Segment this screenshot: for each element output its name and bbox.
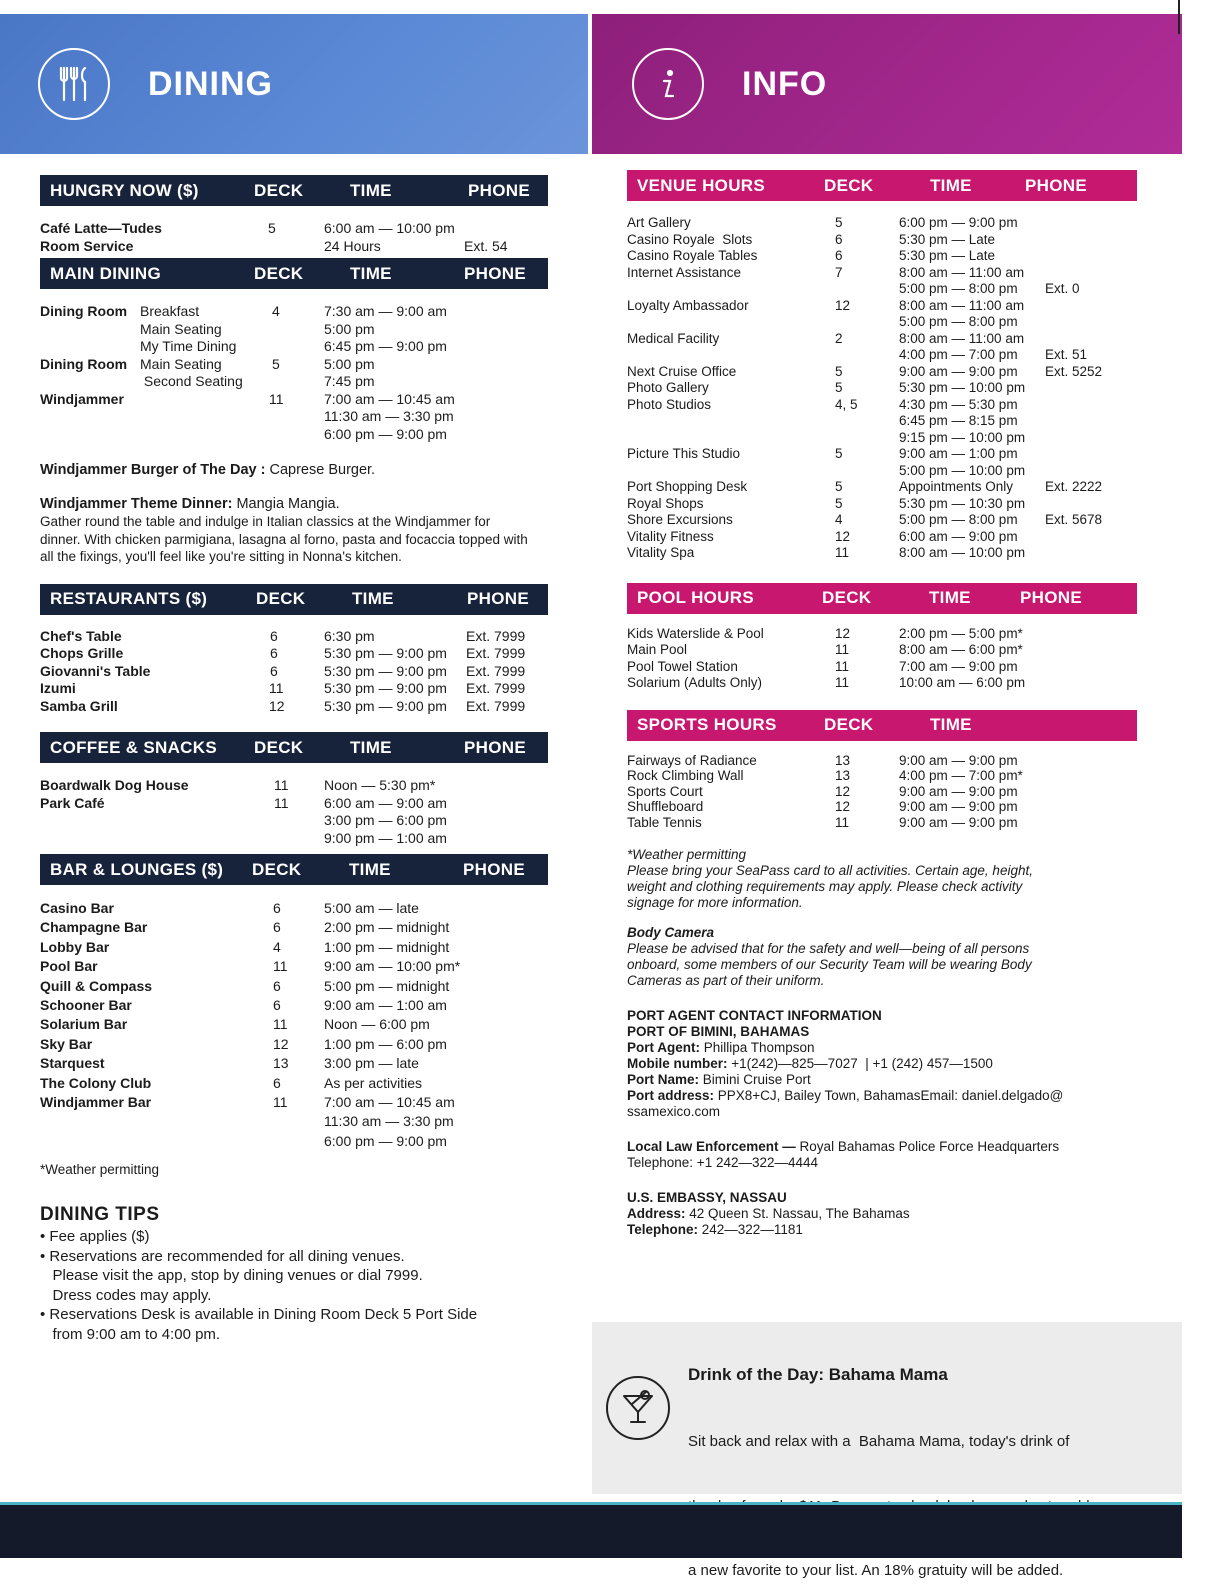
table-row: 6:00 pm — 9:00 pm — [324, 425, 447, 442]
deck-header: DECK — [254, 263, 304, 283]
time-header: TIME — [352, 589, 394, 608]
table-row: Fairways of Radiance 13 9:00 am — 9:00 pm — [627, 752, 1018, 768]
table-row: Casino Bar 6 5:00 am — late — [40, 900, 419, 916]
table-row: 5:00 pm — 8:00 pm — [899, 314, 1018, 329]
table-row: Casino Royale Tables 6 5:30 pm — Late — [627, 248, 996, 263]
list-item: • Reservations are recommended for all dining venues. — [40, 1247, 405, 1265]
table-row: Café Latte—Tudes 5 6:00 am — 10:00 pm — [40, 220, 455, 236]
section-title: SPORTS HOURS — [637, 715, 777, 734]
table-row: Dining Room Main Seating 5 5:00 pm — [40, 355, 375, 372]
list-item: Dress codes may apply. — [40, 1286, 212, 1304]
dining-header — [0, 14, 588, 154]
info-title: INFO — [742, 64, 828, 103]
table-row: Internet Assistance 7 8:00 am — 11:00 am — [627, 264, 1025, 280]
phone-header: PHONE — [467, 589, 529, 608]
hungry-now-header — [40, 175, 548, 206]
port-agent-contact: PORT AGENT CONTACT INFORMATION PORT OF BIMINI, BAHAMAS Port Agent: Phillipa Thompson Mobile number: +1(242)—825—7027 | +1 (242) 457—1500 Port Name: Bimini Cruise Port Port address: PPX8+CJ, Bailey Town, BahamasEmail: daniel.delgado@ ssamexico.com — [627, 1008, 1064, 1120]
pool-hours-table — [627, 626, 1137, 692]
table-row: Park Café 11 6:00 am — 9:00 am — [40, 794, 447, 811]
section-title: HUNGRY NOW ($) — [50, 180, 199, 200]
sports-hours-header — [627, 710, 1137, 741]
table-row: Champagne Bar 6 2:00 pm — midnight — [40, 919, 450, 936]
dining-title: DINING — [148, 64, 273, 103]
table-row: Dining Room Breakfast 4 7:30 am — 9:00 am — [40, 303, 447, 319]
table-row: 6:00 pm — 9:00 pm — [324, 1132, 447, 1149]
table-row: Shore Excursions 4 5:00 pm — 8:00 pm Ext. 5678 — [627, 512, 1103, 527]
section-title: POOL HOURS — [637, 588, 754, 607]
table-row: My Time Dining 6:45 pm — 9:00 pm — [140, 338, 447, 354]
time-header: TIME — [930, 175, 972, 195]
us-embassy: U.S. EMBASSY, NASSAU Address: 42 Queen St. Nassau, The Bahamas Telephone: 242—322—1181 — [627, 1190, 910, 1238]
section-title: COFFEE & SNACKS — [50, 737, 217, 757]
table-row: Main Seating 5:00 pm — [140, 320, 375, 337]
table-row: Shuffleboard 12 9:00 am — 9:00 pm — [627, 799, 1018, 815]
deck-header: DECK — [824, 715, 874, 734]
table-row: 4:00 pm — 7:00 pm Ext. 51 — [899, 347, 1088, 362]
table-row: Sports Court 12 9:00 am — 9:00 pm — [627, 783, 1018, 799]
body-camera-notice: Body Camera Please be advised that for the safety and well—being of all persons onboard, some members of our Security Team will be wearing Body Cameras as part of their uniform. — [627, 925, 1032, 989]
table-row: Vitality Fitness 12 6:00 am — 9:00 pm — [627, 528, 1018, 544]
main-dining-table — [40, 303, 548, 443]
venue-hours-table — [627, 215, 1137, 562]
info-header — [592, 14, 1182, 154]
table-row: Next Cruise Office 5 9:00 am — 9:00 pm Ext. 5252 — [627, 363, 1103, 379]
table-row: Photo Studios 4, 5 4:30 pm — 5:30 pm — [627, 396, 1018, 412]
table-row: Chef's Table 6 6:30 pm Ext. 7999 — [40, 627, 526, 644]
dining-column — [40, 175, 548, 1344]
weather-footnote: *Weather permitting — [40, 1162, 160, 1178]
sports-notes: *Weather permitting Please bring your SeaPass card to all activities. Certain age, height, weight and clothing requirements may apply. Please check activity signage for more information. — [627, 847, 1033, 911]
deck-header: DECK — [252, 859, 302, 879]
table-row: Chops Grille 6 5:30 pm — 9:00 pm Ext. 7999 — [40, 645, 526, 661]
drink-title: Drink of the Day: Bahama Mama — [688, 1365, 948, 1384]
venue-hours-header — [627, 170, 1137, 201]
table-row: Windjammer 11 7:00 am — 10:45 am — [40, 390, 455, 407]
section-title: BAR & LOUNGES ($) — [50, 859, 224, 879]
section-title: RESTAURANTS ($) — [50, 589, 208, 608]
deck-header: DECK — [256, 589, 306, 608]
dining-tips-list — [40, 1227, 548, 1344]
table-row: Pool Bar 11 9:00 am — 10:00 pm* — [40, 958, 461, 975]
table-row: Giovanni's Table 6 5:30 pm — 9:00 pm Ext. 7999 — [40, 662, 526, 679]
table-row: 5:00 pm — 8:00 pm Ext. 0 — [899, 281, 1080, 296]
theme-dinner-description: Gather round the table and indulge in Italian classics at the Windjammer for dinner. With chicken parmigiana, lasagna al forno, pasta and focaccia topped with all the fixings, you'll feel like you're sitting in Nonna's kitchen. — [40, 514, 528, 564]
deck-header: DECK — [824, 175, 874, 195]
table-row: 11:30 am — 3:30 pm — [324, 1113, 454, 1130]
table-row: Casino Royale Slots 6 5:30 pm — Late — [627, 231, 996, 247]
burger-of-day: Windjammer Burger of The Day : Caprese Burger. — [40, 462, 376, 478]
table-row: 6:45 pm — 8:15 pm — [899, 413, 1018, 428]
table-row: 9:00 pm — 1:00 am — [324, 829, 447, 846]
bars-lounges-header — [40, 854, 548, 885]
time-header: TIME — [350, 737, 392, 757]
coffee-snacks-header — [40, 732, 548, 763]
hungry-now-table — [40, 220, 548, 255]
footer-band — [0, 1502, 1182, 1558]
utensils-icon — [38, 48, 110, 120]
table-row: Main Pool 11 8:00 am — 6:00 pm* — [627, 642, 1023, 657]
deck-header: DECK — [822, 588, 872, 607]
cocktail-glass-icon — [606, 1376, 670, 1440]
table-row: Quill & Compass 6 5:00 pm — midnight — [40, 977, 450, 994]
phone-header: PHONE — [468, 180, 530, 200]
phone-header: PHONE — [1020, 588, 1082, 607]
info-column — [627, 170, 1137, 1238]
dining-tips-title: DINING TIPS — [40, 1204, 160, 1226]
deck-header: DECK — [254, 737, 304, 757]
page-edge-mark — [1178, 0, 1180, 34]
phone-header: PHONE — [464, 737, 526, 757]
table-row: 3:00 pm — 6:00 pm — [324, 812, 447, 828]
table-row: Art Gallery 5 6:00 pm — 9:00 pm — [627, 215, 1018, 230]
table-row: Picture This Studio 5 9:00 am — 1:00 pm — [627, 446, 1018, 461]
table-row: Starquest 13 3:00 pm — late — [40, 1055, 419, 1072]
sports-hours-table — [627, 753, 1137, 831]
list-item: • Reservations Desk is available in Dining Room Deck 5 Port Side — [40, 1306, 478, 1324]
table-row: Pool Towel Station 11 7:00 am — 9:00 pm — [627, 658, 1018, 674]
list-item: • Fee applies ($) — [40, 1228, 150, 1246]
table-row: 11:30 am — 3:30 pm — [324, 408, 454, 424]
pool-hours-header — [627, 583, 1137, 614]
drink-description: Sit back and relax with a Bahama Mama, today's drink of a new favorite to your list. An 18% gratuity will be added. — [688, 1433, 1070, 1579]
table-row: Izumi 11 5:30 pm — 9:00 pm Ext. 7999 — [40, 680, 526, 696]
time-header: TIME — [930, 715, 972, 734]
table-row: Solarium Bar 11 Noon — 6:00 pm — [40, 1016, 430, 1033]
main-dining-header — [40, 258, 548, 289]
table-row: Vitality Spa 11 8:00 am — 10:00 pm — [627, 545, 1026, 560]
table-row: 9:15 pm — 10:00 pm — [899, 429, 1026, 445]
list-item: from 9:00 am to 4:00 pm. — [40, 1325, 221, 1343]
table-row: Kids Waterslide & Pool 12 2:00 pm — 5:00 pm* — [627, 625, 1023, 641]
phone-header: PHONE — [464, 263, 526, 283]
table-row: Port Shopping Desk 5 Appointments Only Ext. 2222 — [627, 479, 1103, 494]
time-header: TIME — [350, 180, 392, 200]
table-row: Room Service 24 Hours Ext. 54 — [40, 237, 508, 254]
table-row: Photo Gallery 5 5:30 pm — 10:00 pm — [627, 380, 1026, 395]
deck-header: DECK — [254, 180, 304, 200]
coffee-snacks-table — [40, 777, 548, 847]
table-row: Sky Bar 12 1:00 pm — 6:00 pm — [40, 1035, 447, 1052]
time-header: TIME — [349, 859, 391, 879]
theme-dinner-title: Windjammer Theme Dinner: Mangia Mangia. — [40, 496, 340, 512]
table-row: Rock Climbing Wall 13 4:00 pm — 7:00 pm* — [627, 768, 1023, 784]
phone-header: PHONE — [463, 859, 525, 879]
table-row: Solarium (Adults Only) 11 10:00 am — 6:00 pm — [627, 675, 1026, 690]
table-row: Second Seating 7:45 pm — [140, 373, 375, 389]
table-row: Boardwalk Dog House 11 Noon — 5:30 pm* — [40, 777, 436, 793]
list-item: Please visit the app, stop by dining venues or dial 7999. — [40, 1267, 423, 1285]
phone-header: PHONE — [1025, 175, 1087, 195]
table-row: Royal Shops 5 5:30 pm — 10:30 pm — [627, 495, 1026, 511]
table-row: Lobby Bar 4 1:00 pm — midnight — [40, 938, 450, 955]
section-title: MAIN DINING — [50, 263, 161, 283]
table-row: Windjammer Bar 11 7:00 am — 10:45 am — [40, 1093, 455, 1110]
time-header: TIME — [929, 588, 971, 607]
time-header: TIME — [350, 263, 392, 283]
drink-of-the-day — [592, 1322, 1182, 1579]
table-row: 5:00 pm — 10:00 pm — [899, 462, 1026, 478]
table-row: The Colony Club 6 As per activities — [40, 1074, 423, 1091]
info-icon — [632, 48, 704, 120]
bars-table — [40, 899, 548, 1151]
section-title: VENUE HOURS — [637, 175, 765, 195]
table-row: Schooner Bar 6 9:00 am — 1:00 am — [40, 996, 447, 1013]
table-row: Table Tennis 11 9:00 am — 9:00 pm — [627, 814, 1018, 830]
restaurants-header — [40, 584, 548, 615]
table-row: Loyalty Ambassador 12 8:00 am — 11:00 am — [627, 297, 1025, 313]
law-enforcement: Local Law Enforcement — Royal Bahamas Police Force Headquarters Telephone: +1 242—322—4444 — [627, 1139, 1060, 1171]
restaurants-table — [40, 628, 548, 716]
table-row: Samba Grill 12 5:30 pm — 9:00 pm Ext. 7999 — [40, 697, 526, 714]
table-row: Medical Facility 2 8:00 am — 11:00 am — [627, 330, 1025, 346]
